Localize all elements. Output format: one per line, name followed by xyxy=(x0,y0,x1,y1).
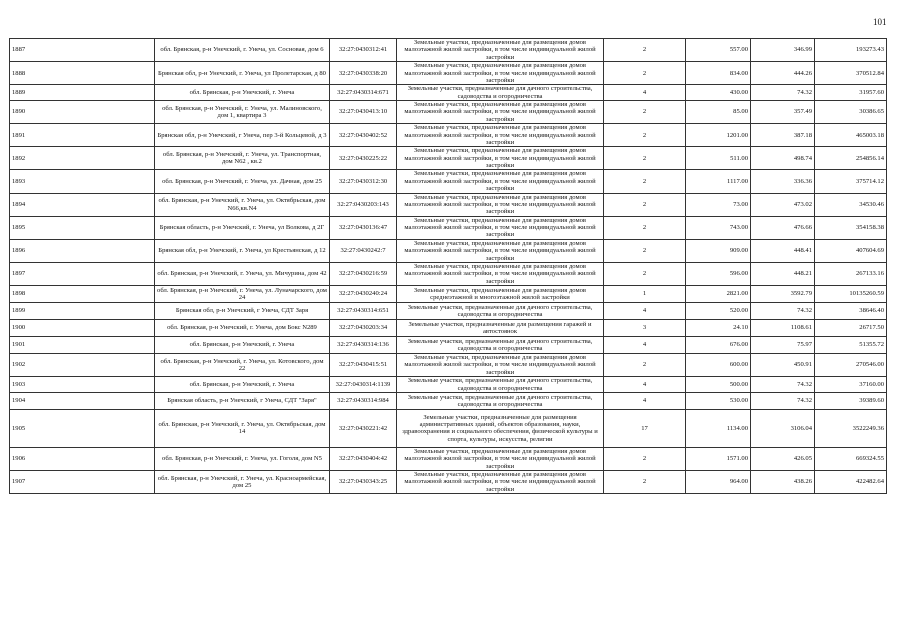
cadastral-value-cell: 669324.55 xyxy=(815,447,887,470)
unit-cost-cell: 74.32 xyxy=(751,392,815,409)
cadastral-number-cell: 32:27:0430415:51 xyxy=(330,354,397,377)
category-cell: 4 xyxy=(604,303,686,320)
row-number-cell: 1906 xyxy=(10,447,155,470)
unit-cost-cell: 74.32 xyxy=(751,303,815,320)
cadastral-value-cell: 30386.65 xyxy=(815,101,887,124)
category-cell: 4 xyxy=(604,337,686,354)
cadastral-number-cell: 32:27:0430314:136 xyxy=(330,337,397,354)
table-row xyxy=(10,286,887,303)
land-use-cell: Земельные участки, предназначенные для размещения домов среднеэтажной и многоэтажной жилой застройки xyxy=(397,286,604,303)
address-cell: обл. Брянская, р-н Унечский, г. Унеча, ул. Транспортная, дом N62 , кв.2 xyxy=(155,147,330,170)
cadastral-value-cell: 37160.00 xyxy=(815,377,887,393)
unit-cost-cell: 74.32 xyxy=(751,85,815,101)
area-cell: 743.00 xyxy=(686,216,751,239)
land-use-cell: Земельные участки, предназначенные для размещения домов малоэтажной жилой застройки, в том числе индивидуальной жилой застройки xyxy=(397,447,604,470)
cadastral-value-cell: 254856.14 xyxy=(815,147,887,170)
row-number-cell: 1888 xyxy=(10,62,155,85)
unit-cost-cell: 74.32 xyxy=(751,377,815,393)
address-cell: обл. Брянская, р-н Унечский, г. Унеча xyxy=(155,377,330,393)
unit-cost-cell: 3592.79 xyxy=(751,286,815,303)
unit-cost-cell: 426.05 xyxy=(751,447,815,470)
area-cell: 520.00 xyxy=(686,303,751,320)
area-cell: 1117.00 xyxy=(686,170,751,193)
cadastral-number-cell: 32:27:0430314:1139 xyxy=(330,377,397,393)
row-number-cell: 1890 xyxy=(10,101,155,124)
table-row xyxy=(10,62,887,85)
cadastral-number-cell: 32:27:0430338:20 xyxy=(330,62,397,85)
table-row xyxy=(10,471,887,494)
unit-cost-cell: 473.02 xyxy=(751,193,815,216)
category-cell: 2 xyxy=(604,101,686,124)
unit-cost-cell: 476.66 xyxy=(751,216,815,239)
land-use-cell: Земельные участки, предназначенные для размещения домов малоэтажной жилой застройки, в том числе индивидуальной жилой застройки xyxy=(397,39,604,62)
cadastral-number-cell: 32:27:0430343:25 xyxy=(330,471,397,494)
row-number-cell: 1898 xyxy=(10,286,155,303)
unit-cost-cell: 448.41 xyxy=(751,239,815,262)
area-cell: 85.00 xyxy=(686,101,751,124)
address-cell: Брянская обл, р-н Унечский, г. Унеча, ул Крестьянская, д 12 xyxy=(155,239,330,262)
area-cell: 2821.00 xyxy=(686,286,751,303)
table-row xyxy=(10,377,887,393)
unit-cost-cell: 444.26 xyxy=(751,62,815,85)
area-cell: 1201.00 xyxy=(686,124,751,147)
category-cell: 4 xyxy=(604,377,686,393)
cadastral-value-cell: 26717.50 xyxy=(815,320,887,337)
row-number-cell: 1893 xyxy=(10,170,155,193)
land-use-cell: Земельные участки, предназначенные для дачного строительства, садоводства и огородничества xyxy=(397,303,604,320)
area-cell: 600.00 xyxy=(686,354,751,377)
area-cell: 909.00 xyxy=(686,239,751,262)
address-cell: Брянская обл, р-н Унечский, г. Унеча, ул Пролетарская, д 80 xyxy=(155,62,330,85)
cadastral-value-cell: 38646.40 xyxy=(815,303,887,320)
row-number-cell: 1904 xyxy=(10,392,155,409)
category-cell: 3 xyxy=(604,320,686,337)
area-cell: 511.00 xyxy=(686,147,751,170)
category-cell: 2 xyxy=(604,216,686,239)
row-number-cell: 1907 xyxy=(10,471,155,494)
land-use-cell: Земельные участки, предназначенные для размещения домов малоэтажной жилой застройки, в том числе индивидуальной жилой застройки xyxy=(397,101,604,124)
table-row xyxy=(10,262,887,285)
cadastral-value-cell: 407604.69 xyxy=(815,239,887,262)
row-number-cell: 1902 xyxy=(10,354,155,377)
area-cell: 24.10 xyxy=(686,320,751,337)
unit-cost-cell: 3106.04 xyxy=(751,409,815,447)
area-cell: 1571.00 xyxy=(686,447,751,470)
cadastral-value-cell: 51355.72 xyxy=(815,337,887,354)
table-row xyxy=(10,320,887,337)
cadastral-number-cell: 32:27:0430404:42 xyxy=(330,447,397,470)
address-cell: обл. Брянская, р-н Унечский, г. Унеча, ул. Мичурина, дом 42 xyxy=(155,262,330,285)
address-cell: обл. Брянская, р-н Унечский, г. Унеча, ул. Дачная, дом 25 xyxy=(155,170,330,193)
unit-cost-cell: 346.99 xyxy=(751,39,815,62)
cadastral-value-cell: 39389.60 xyxy=(815,392,887,409)
land-use-cell: Земельные участки, предназначенные для размещения домов малоэтажной жилой застройки, в том числе индивидуальной жилой застройки xyxy=(397,262,604,285)
cadastral-value-cell: 375714.12 xyxy=(815,170,887,193)
land-use-cell: Земельные участки, предназначенные для размещения домов малоэтажной жилой застройки, в том числе индивидуальной жилой застройки xyxy=(397,124,604,147)
category-cell: 2 xyxy=(604,262,686,285)
cadastral-value-cell: 267133.16 xyxy=(815,262,887,285)
table-row xyxy=(10,101,887,124)
table-row xyxy=(10,124,887,147)
cadastral-number-cell: 32:27:0430312:41 xyxy=(330,39,397,62)
land-use-cell: Земельные участки, предназначенные для дачного строительства, садоводства и огородничества xyxy=(397,337,604,354)
address-cell: обл. Брянская, р-н Унечский, г. Унеча xyxy=(155,85,330,101)
land-use-cell: Земельные участки, предназначенные для дачного строительства, садоводства и огородничества xyxy=(397,377,604,393)
table-row xyxy=(10,193,887,216)
cadastral-number-cell: 32:27:0430221:42 xyxy=(330,409,397,447)
cadastral-number-cell: 32:27:0430242:7 xyxy=(330,239,397,262)
cadastral-number-cell: 32:27:0430413:10 xyxy=(330,101,397,124)
category-cell: 2 xyxy=(604,193,686,216)
land-use-cell: Земельные участки, предназначенные для размещения гаражей и автостоянок xyxy=(397,320,604,337)
land-use-cell: Земельные участки, предназначенные для дачного строительства, садоводства и огородничества xyxy=(397,392,604,409)
row-number-cell: 1896 xyxy=(10,239,155,262)
land-parcels-table xyxy=(9,38,887,494)
category-cell: 4 xyxy=(604,85,686,101)
table-row xyxy=(10,337,887,354)
page-number: 101 xyxy=(873,17,887,27)
cadastral-value-cell: 34530.46 xyxy=(815,193,887,216)
category-cell: 2 xyxy=(604,147,686,170)
cadastral-value-cell: 270546.00 xyxy=(815,354,887,377)
cadastral-number-cell: 32:27:0430314:671 xyxy=(330,85,397,101)
unit-cost-cell: 450.91 xyxy=(751,354,815,377)
area-cell: 557.00 xyxy=(686,39,751,62)
address-cell: обл. Брянская, р-н Унечский, г. Унеча, ул. Котовского, дом 22 xyxy=(155,354,330,377)
area-cell: 834.00 xyxy=(686,62,751,85)
table-row xyxy=(10,85,887,101)
cadastral-value-cell: 3522249.36 xyxy=(815,409,887,447)
category-cell: 2 xyxy=(604,124,686,147)
row-number-cell: 1901 xyxy=(10,337,155,354)
row-number-cell: 1894 xyxy=(10,193,155,216)
cadastral-value-cell: 10135260.59 xyxy=(815,286,887,303)
cadastral-value-cell: 354158.38 xyxy=(815,216,887,239)
area-cell: 430.00 xyxy=(686,85,751,101)
category-cell: 2 xyxy=(604,39,686,62)
address-cell: Брянская обл, р-н Унечский, г Унеча, СДТ Заря xyxy=(155,303,330,320)
land-use-cell: Земельные участки, предназначенные для размещения домов малоэтажной жилой застройки, в том числе индивидуальной жилой застройки xyxy=(397,354,604,377)
area-cell: 530.00 xyxy=(686,392,751,409)
land-use-cell: Земельные участки, предназначенные для размещения домов малоэтажной жилой застройки, в том числе индивидуальной жилой застройки xyxy=(397,170,604,193)
table-row xyxy=(10,447,887,470)
row-number-cell: 1905 xyxy=(10,409,155,447)
table-row xyxy=(10,39,887,62)
row-number-cell: 1897 xyxy=(10,262,155,285)
unit-cost-cell: 387.18 xyxy=(751,124,815,147)
address-cell: обл. Брянская, р-н Унечский, г. Унеча, дом Бокс N289 xyxy=(155,320,330,337)
category-cell: 2 xyxy=(604,170,686,193)
cadastral-value-cell: 31957.60 xyxy=(815,85,887,101)
unit-cost-cell: 448.21 xyxy=(751,262,815,285)
area-cell: 73.00 xyxy=(686,193,751,216)
area-cell: 676.00 xyxy=(686,337,751,354)
table-row xyxy=(10,354,887,377)
category-cell: 2 xyxy=(604,239,686,262)
address-cell: обл. Брянская, р-н Унечский, г. Унеча xyxy=(155,337,330,354)
category-cell: 4 xyxy=(604,392,686,409)
row-number-cell: 1895 xyxy=(10,216,155,239)
category-cell: 2 xyxy=(604,62,686,85)
land-use-cell: Земельные участки, предназначенные для размещения домов малоэтажной жилой застройки, в том числе индивидуальной жилой застройки xyxy=(397,471,604,494)
cadastral-value-cell: 465003.18 xyxy=(815,124,887,147)
address-cell: обл. Брянская, р-н Унечский, г. Унеча, ул. Сосновая, дом 6 xyxy=(155,39,330,62)
cadastral-number-cell: 32:27:0430314:984 xyxy=(330,392,397,409)
cadastral-number-cell: 32:27:0430312:30 xyxy=(330,170,397,193)
land-use-cell: Земельные участки, предназначенные для дачного строительства, садоводства и огородничества xyxy=(397,85,604,101)
address-cell: обл. Брянская, р-н Унечский, г. Унеча, ул. Октябрьская, дом N66,кв.N4 xyxy=(155,193,330,216)
address-cell: Брянская область, р-н Унечский, г Унеча, СДТ "Заря" xyxy=(155,392,330,409)
address-cell: Брянская обл, р-н Унечский, г Унеча, пер 3-й Кольцевой, д 3 xyxy=(155,124,330,147)
table-row xyxy=(10,409,887,447)
cadastral-value-cell: 193273.43 xyxy=(815,39,887,62)
cadastral-number-cell: 32:27:0430136:47 xyxy=(330,216,397,239)
cadastral-number-cell: 32:27:0430203:143 xyxy=(330,193,397,216)
category-cell: 2 xyxy=(604,471,686,494)
table-row xyxy=(10,303,887,320)
address-cell: обл. Брянская, р-н Унечский, г. Унеча, ул. Октябрьская, дом 14 xyxy=(155,409,330,447)
land-use-cell: Земельные участки, предназначенные для размещения домов малоэтажной жилой застройки, в том числе индивидуальной жилой застройки xyxy=(397,239,604,262)
unit-cost-cell: 336.36 xyxy=(751,170,815,193)
unit-cost-cell: 357.49 xyxy=(751,101,815,124)
category-cell: 2 xyxy=(604,354,686,377)
address-cell: обл. Брянская, р-н Унечский, г. Унеча, ул. Луначарского, дом 24 xyxy=(155,286,330,303)
area-cell: 500.00 xyxy=(686,377,751,393)
row-number-cell: 1903 xyxy=(10,377,155,393)
cadastral-value-cell: 422482.64 xyxy=(815,471,887,494)
row-number-cell: 1887 xyxy=(10,39,155,62)
cadastral-number-cell: 32:27:0430216:59 xyxy=(330,262,397,285)
table-body xyxy=(10,39,887,494)
table-row xyxy=(10,392,887,409)
table-row xyxy=(10,216,887,239)
table-row xyxy=(10,239,887,262)
cadastral-number-cell: 32:27:0430225:22 xyxy=(330,147,397,170)
cadastral-number-cell: 32:27:0430314:651 xyxy=(330,303,397,320)
row-number-cell: 1899 xyxy=(10,303,155,320)
table-row xyxy=(10,147,887,170)
row-number-cell: 1892 xyxy=(10,147,155,170)
address-cell: обл. Брянская, р-н Унечский, г. Унеча, ул. Гоголя, дом N5 xyxy=(155,447,330,470)
category-cell: 1 xyxy=(604,286,686,303)
unit-cost-cell: 438.26 xyxy=(751,471,815,494)
cadastral-number-cell: 32:27:0430240:24 xyxy=(330,286,397,303)
unit-cost-cell: 1108.61 xyxy=(751,320,815,337)
unit-cost-cell: 498.74 xyxy=(751,147,815,170)
land-use-cell: Земельные участки, предназначенные для размещения домов малоэтажной жилой застройки, в том числе индивидуальной жилой застройки xyxy=(397,216,604,239)
cadastral-value-cell: 370512.84 xyxy=(815,62,887,85)
land-use-cell: Земельные участки, предназначенные для размещения домов малоэтажной жилой застройки, в том числе индивидуальной жилой застройки xyxy=(397,147,604,170)
land-use-cell: Земельные участки, предназначенные для размещения домов малоэтажной жилой застройки, в том числе индивидуальной жилой застройки xyxy=(397,193,604,216)
unit-cost-cell: 75.97 xyxy=(751,337,815,354)
address-cell: Брянская область, р-н Унечский, г. Унеча, ул Волкова, д 2Г xyxy=(155,216,330,239)
cadastral-number-cell: 32:27:0430402:52 xyxy=(330,124,397,147)
table-row xyxy=(10,170,887,193)
address-cell: обл. Брянская, р-н Унечский, г. Унеча, ул. Малиновского, дом 1, квартира 3 xyxy=(155,101,330,124)
area-cell: 1134.00 xyxy=(686,409,751,447)
row-number-cell: 1889 xyxy=(10,85,155,101)
land-use-cell: Земельные участки, предназначенные для размещения домов малоэтажной жилой застройки, в том числе индивидуальной жилой застройки xyxy=(397,62,604,85)
row-number-cell: 1891 xyxy=(10,124,155,147)
area-cell: 596.00 xyxy=(686,262,751,285)
category-cell: 17 xyxy=(604,409,686,447)
area-cell: 964.00 xyxy=(686,471,751,494)
cadastral-number-cell: 32:27:0430203:34 xyxy=(330,320,397,337)
address-cell: обл. Брянская, р-н Унечский, г. Унеча, ул. Красноармейская, дом 25 xyxy=(155,471,330,494)
land-use-cell: Земельные участки, предназначенные для размещения административных зданий, объектов образования, науки, здравоохранения и социального обеспечения, физической культуры и спорта, культуры, искусства, религии xyxy=(397,409,604,447)
row-number-cell: 1900 xyxy=(10,320,155,337)
category-cell: 2 xyxy=(604,447,686,470)
